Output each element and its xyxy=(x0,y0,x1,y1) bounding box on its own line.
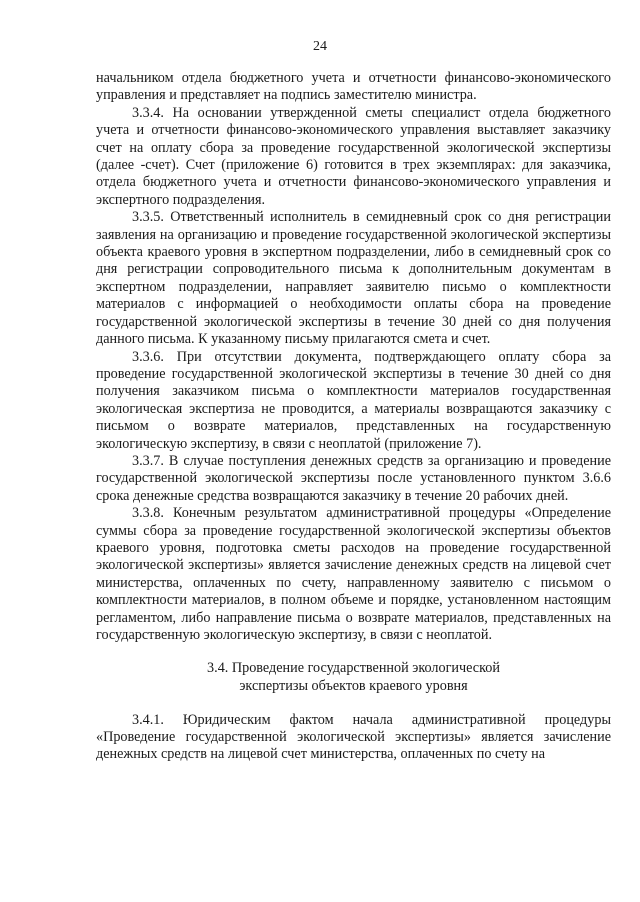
paragraph-3-3-4: 3.3.4. На основании утвержденной сметы специалист отдела бюджетного учета и отчетности финансово-экономического управления выставляет заказчику счет на оплату сбора за проведение государственной экологической экспертизы (далее -счет). Счет (приложение 6) готовится в трех экземплярах: для заказчика, отдела бюджетного учета и отчетности финансово-экономического управления и экспертного подразделения. xyxy=(96,104,611,208)
section-heading-line-1: 3.4. Проведение государственной экологической xyxy=(207,660,500,677)
section-heading-line-2: экспертизы объектов краевого уровня xyxy=(239,678,468,694)
page-number: 24 xyxy=(313,39,327,54)
section-heading xyxy=(96,660,611,695)
paragraph-3-3-6: 3.3.6. При отсутствии документа, подтверждающего оплату сбора за проведение государственной экологической экспертизы в течение 30 дней со дня получения заказчиком письма о комплектности материалов государственная экологическая экспертиза не проводится, а материалы возвращаются заказчику с письмом о возврате материалов, представленных на государственную экологическую экспертизу, в связи с неоплатой (приложение 7). xyxy=(96,348,611,452)
spacer xyxy=(96,644,611,660)
spacer xyxy=(96,696,611,712)
paragraph-3-3-5: 3.3.5. Ответственный исполнитель в семидневный срок со дня регистрации заявления на организацию и проведение государственной экологической экспертизы объекта краевого уровня в экспертном подразделении, либо в семидневный срок со дня регистрации сопроводительного письма к дополнительным документам в экспертном подразделении, направляет заявителю письмо о комплектности материалов с информацией о необходимости оплаты сбора на проведение государственной экологической экспертизы в течение 30 дней со дня получения данного письма. К указанному письму прилагаются смета и счет. xyxy=(96,209,611,348)
paragraph-3-3-7: 3.3.7. В случае поступления денежных средств за организацию и проведение государственной экологической экспертизы после установленного пунктом 3.6.6 срока денежные средства возвращаются заказчику в течение 20 рабочих дней. xyxy=(96,452,611,504)
paragraph-3-4-1: 3.4.1. Юридическим фактом начала административной процедуры «Проведение государственной экологической экспертизы» является зачисление денежных средств на лицевой счет министерства, оплаченных по счету на xyxy=(96,711,611,763)
paragraph-continuation: начальником отдела бюджетного учета и отчетности финансово-экономического управления и представляет на подпись заместителю министра. xyxy=(96,70,611,104)
paragraph-3-3-8: 3.3.8. Конечным результатом административной процедуры «Определение суммы сбора за проведение государственной экологической экспертизы объектов краевого уровня, подготовка сметы расходов на проведение государственной экологической экспертизы» является зачисление денежных средств на лицевой счет министерства, оплаченных по счету, направленному заявителю с письмом о комплектности материалов, в полном объеме и порядке, установленном настоящим регламентом, либо направление письма о возврате материалов, представленных на государственную экологическую экспертизу, в связи с неоплатой. xyxy=(96,505,611,643)
document-body xyxy=(96,70,611,764)
